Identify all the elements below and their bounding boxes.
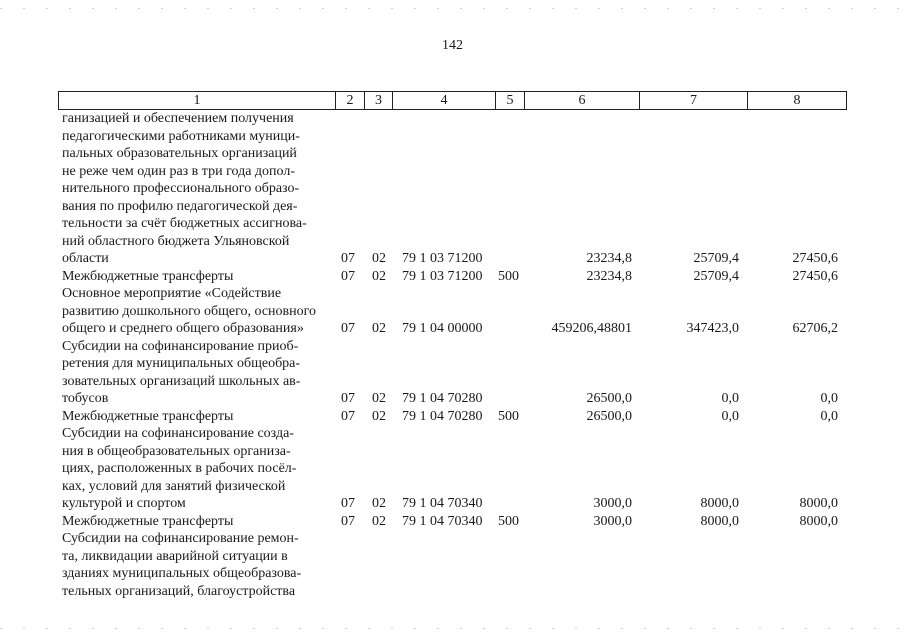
description-line: вания по профилю педагогической дея- bbox=[62, 198, 298, 214]
amount-col-6: 3000,0 bbox=[593, 513, 632, 529]
table-row bbox=[0, 110, 905, 268]
description-line: та, ликвидации аварийной ситуации в bbox=[62, 548, 288, 564]
table-row bbox=[0, 408, 905, 426]
subsection-code: 02 bbox=[372, 513, 386, 529]
description-line: пальных образовательных организаций bbox=[62, 146, 297, 161]
amount-col-6: 26500,0 bbox=[586, 408, 632, 424]
description-line: Субсидии на софинансирование приоб- bbox=[62, 338, 299, 354]
scan-noise-top bbox=[0, 8, 905, 9]
description-line: ретения для муниципальных общеобра- bbox=[62, 356, 301, 371]
description-line: не реже чем один раз в три года допол- bbox=[62, 163, 295, 179]
section-code: 07 bbox=[341, 496, 355, 511]
table-row bbox=[0, 268, 905, 286]
row-description bbox=[62, 530, 330, 600]
description-line: зовательных организаций школьных ав- bbox=[62, 373, 301, 389]
row-description bbox=[62, 110, 330, 268]
header-col-1: 1 bbox=[59, 92, 336, 110]
expense-type-code: 500 bbox=[498, 513, 519, 529]
subsection-code: 02 bbox=[372, 408, 386, 424]
section-code: 07 bbox=[341, 391, 355, 406]
description-line: Основное мероприятие «Содействие bbox=[62, 286, 282, 301]
amount-col-8: 0,0 bbox=[820, 391, 838, 406]
description-line: ния в общеобразовательных организа- bbox=[62, 443, 291, 459]
table-row bbox=[0, 425, 905, 513]
expense-type-code: 500 bbox=[498, 268, 519, 284]
header-col-7: 7 bbox=[640, 92, 748, 110]
description-line: Межбюджетные трансферты bbox=[62, 408, 234, 424]
table-row bbox=[0, 338, 905, 408]
amount-col-7: 8000,0 bbox=[700, 496, 739, 511]
row-description bbox=[62, 285, 330, 338]
description-line: области bbox=[62, 251, 109, 266]
amount-col-7: 0,0 bbox=[721, 408, 739, 424]
row-description bbox=[62, 268, 330, 286]
header-col-4: 4 bbox=[393, 92, 496, 110]
subsection-code: 02 bbox=[372, 391, 386, 406]
description-line: ганизацией и обеспечением получения bbox=[62, 111, 294, 126]
target-article-code: 79 1 04 70340 bbox=[402, 513, 483, 529]
header-col-5: 5 bbox=[496, 92, 525, 110]
description-line: развитию дошкольного общего, основного bbox=[62, 303, 317, 319]
row-description bbox=[62, 338, 330, 408]
target-article-code: 79 1 04 00000 bbox=[402, 321, 483, 336]
header-col-3: 3 bbox=[365, 92, 393, 110]
description-line: зданиях муниципальных общеобразова- bbox=[62, 566, 302, 581]
description-line: Субсидии на софинансирование созда- bbox=[62, 426, 294, 441]
description-line: тельности за счёт бюджетных ассигнова- bbox=[62, 216, 307, 231]
section-code: 07 bbox=[341, 513, 355, 529]
amount-col-8: 0,0 bbox=[820, 408, 838, 424]
amount-col-6: 3000,0 bbox=[593, 496, 632, 511]
table-row bbox=[0, 530, 905, 600]
target-article-code: 79 1 04 70340 bbox=[402, 496, 483, 511]
amount-col-7: 25709,4 bbox=[693, 268, 739, 284]
amount-col-8: 27450,6 bbox=[792, 251, 838, 266]
amount-col-8: 27450,6 bbox=[792, 268, 838, 284]
target-article-code: 79 1 04 70280 bbox=[402, 408, 483, 424]
header-col-6: 6 bbox=[525, 92, 640, 110]
description-line: ний областного бюджета Ульяновской bbox=[62, 233, 290, 249]
description-line: общего и среднего общего образования» bbox=[62, 321, 304, 336]
table-row bbox=[0, 285, 905, 338]
amount-col-8: 8000,0 bbox=[799, 513, 838, 529]
description-line: ках, условий для занятий физической bbox=[62, 478, 286, 494]
description-line: нительного профессионального образо- bbox=[62, 181, 300, 196]
row-description bbox=[62, 425, 330, 513]
header-row bbox=[59, 92, 847, 110]
description-line: циях, расположенных в рабочих посёл- bbox=[62, 461, 297, 476]
expense-type-code: 500 bbox=[498, 408, 519, 424]
amount-col-7: 25709,4 bbox=[693, 251, 739, 266]
description-line: педагогическими работниками муници- bbox=[62, 128, 300, 144]
header-col-8: 8 bbox=[748, 92, 847, 110]
description-line: Межбюджетные трансферты bbox=[62, 513, 234, 529]
amount-col-6: 26500,0 bbox=[586, 391, 632, 406]
target-article-code: 79 1 03 71200 bbox=[402, 251, 483, 266]
header-col-2: 2 bbox=[336, 92, 365, 110]
description-line: тельных организаций, благоустройства bbox=[62, 583, 296, 599]
amount-col-6: 23234,8 bbox=[586, 268, 632, 284]
section-code: 07 bbox=[341, 251, 355, 266]
description-line: культурой и спортом bbox=[62, 496, 186, 511]
subsection-code: 02 bbox=[372, 321, 386, 336]
column-number-header bbox=[58, 91, 847, 110]
amount-col-8: 62706,2 bbox=[792, 321, 838, 336]
row-description bbox=[62, 408, 330, 426]
subsection-code: 02 bbox=[372, 268, 386, 284]
amount-col-6: 23234,8 bbox=[586, 251, 632, 266]
description-line: Межбюджетные трансферты bbox=[62, 268, 234, 284]
target-article-code: 79 1 04 70280 bbox=[402, 391, 483, 406]
page-number: 142 bbox=[442, 38, 463, 53]
table-row bbox=[0, 513, 905, 531]
target-article-code: 79 1 03 71200 bbox=[402, 268, 483, 284]
subsection-code: 02 bbox=[372, 251, 386, 266]
amount-col-7: 347423,0 bbox=[686, 321, 739, 336]
row-description bbox=[62, 513, 330, 531]
subsection-code: 02 bbox=[372, 496, 386, 511]
description-line: Субсидии на софинансирование ремон- bbox=[62, 531, 299, 546]
budget-table-body bbox=[0, 110, 905, 600]
section-code: 07 bbox=[341, 268, 355, 284]
description-line: тобусов bbox=[62, 391, 109, 406]
amount-col-6: 459206,48801 bbox=[551, 321, 632, 336]
section-code: 07 bbox=[341, 408, 355, 424]
amount-col-7: 8000,0 bbox=[700, 513, 739, 529]
section-code: 07 bbox=[341, 321, 355, 336]
scan-noise-bottom bbox=[0, 628, 905, 629]
amount-col-7: 0,0 bbox=[721, 391, 739, 406]
amount-col-8: 8000,0 bbox=[799, 496, 838, 511]
